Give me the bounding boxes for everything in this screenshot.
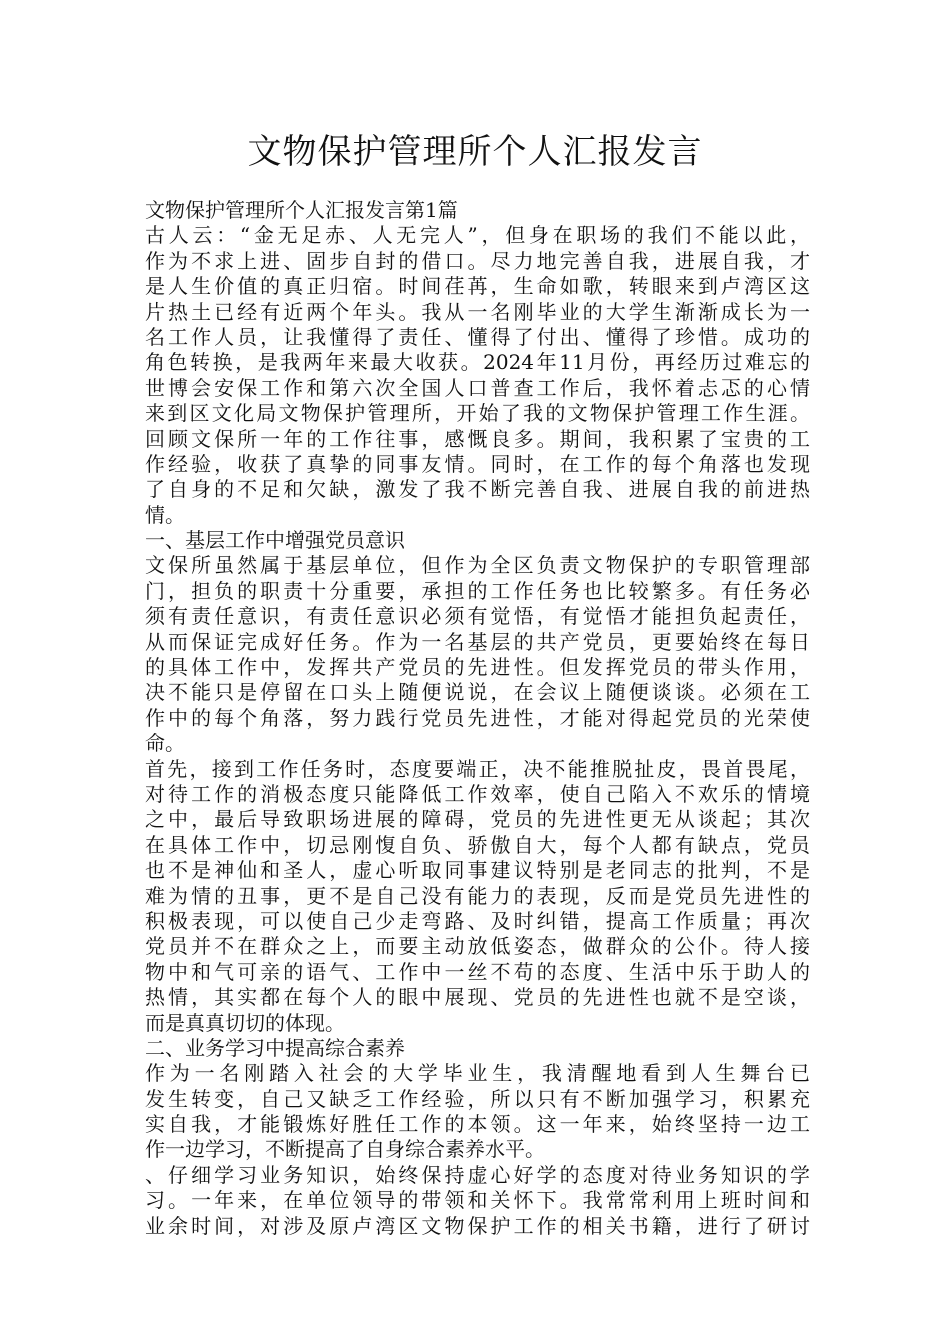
- text-line: 了自身的不足和欠缺，激发了我不断完善自我、进展自我的前进热: [145, 477, 810, 502]
- text-line: 作中的每个角落，努力践行党员先进性，才能对得起党员的光荣使: [145, 705, 810, 730]
- text-line: 文保所虽然属于基层单位，但作为全区负责文物保护的专职管理部: [145, 553, 810, 578]
- text-line: 热情，其实都在每个人的眼中展现、党员的先进性也就不是空谈，: [145, 985, 810, 1010]
- text-line: 是人生价值的真正归宿。时间荏苒，生命如歌，转眼来到卢湾区这: [145, 274, 810, 299]
- document-title: 文物保护管理所个人汇报发言: [247, 132, 703, 172]
- text-line: 党员并不在群众之上，而要主动放低姿态，做群众的公仆。待人接: [145, 934, 810, 959]
- text-line: 也不是神仙和圣人，虚心听取同事建议特别是老同志的批判，不是: [145, 858, 810, 883]
- text-line: 发生转变，自己又缺乏工作经验，所以只有不断加强学习，积累充: [145, 1086, 810, 1111]
- text-line: 回顾文保所一年的工作往事，感慨良多。期间，我积累了宝贵的工: [145, 426, 810, 451]
- text-line: 习。一年来，在单位领导的带领和关怀下。我常常利用上班时间和: [145, 1188, 810, 1213]
- text-line: 命。: [145, 731, 185, 756]
- text-line: 、仔细学习业务知识，始终保持虚心好学的态度对待业务知识的学: [145, 1162, 810, 1187]
- text-line: 一、基层工作中增强党员意识: [145, 528, 405, 553]
- text-line: 情。: [145, 502, 185, 527]
- text-line: 作为不求上进、固步自封的借口。尽力地完善自我，进展自我，才: [145, 248, 810, 273]
- text-line: 来到区文化局文物保护管理所，开始了我的文物保护管理工作生涯。: [145, 401, 810, 426]
- text-line: 名工作人员，让我懂得了责任、懂得了付出、懂得了珍惜。成功的: [145, 324, 810, 349]
- text-line: 角色转换，是我两年来最大收获。2024年11月份，再经历过难忘的: [145, 350, 810, 375]
- text-line: 二、业务学习中提高综合素养: [145, 1035, 405, 1060]
- text-line: 首先，接到工作任务时，态度要端正，决不能推脱扯皮，畏首畏尾，: [145, 756, 810, 781]
- text-line: 须有责任意识，有责任意识必须有觉悟，有觉悟才能担负起责任，: [145, 604, 810, 629]
- text-line: 文物保护管理所个人汇报发言第1篇: [145, 198, 458, 222]
- text-line: 对待工作的消极态度只能降低工作效率，使自己陷入不欢乐的情境: [145, 781, 810, 806]
- text-line: 世博会安保工作和第六次全国人口普查工作后，我怀着忐忑的心情: [145, 375, 810, 400]
- text-line: 之中，最后导致职场进展的障碍，党员的先进性更无从谈起；其次: [145, 807, 810, 832]
- text-line: 而是真真切切的体现。: [145, 1010, 345, 1035]
- text-line: 物中和气可亲的语气、工作中一丝不苟的态度、生活中乐于助人的: [145, 959, 810, 984]
- text-line: 作经验，收获了真挚的同事友情。同时，在工作的每个角落也发现: [145, 451, 810, 476]
- text-line: 古人云：“金无足赤、人无完人”，但身在职场的我们不能以此，: [145, 223, 810, 248]
- text-line: 在具体工作中，切忌刚愎自负、骄傲自大，每个人都有缺点，党员: [145, 832, 810, 857]
- text-line: 片热土已经有近两个年头。我从一名刚毕业的大学生渐渐成长为一: [145, 299, 810, 324]
- text-line: 实自我，才能锻炼好胜任工作的本领。这一年来，始终坚持一边工: [145, 1112, 810, 1137]
- text-line: 作一边学习，不断提高了自身综合素养水平。: [145, 1137, 545, 1162]
- text-line: 从而保证完成好任务。作为一名基层的共产党员，更要始终在每日: [145, 629, 810, 654]
- document-body: [145, 198, 810, 1239]
- text-line: 作为一名刚踏入社会的大学毕业生，我清醒地看到人生舞台已: [145, 1061, 810, 1086]
- text-line: 决不能只是停留在口头上随便说说，在会议上随便谈谈。必须在工: [145, 680, 810, 705]
- text-line: 门，担负的职责十分重要，承担的工作任务也比较繁多。有任务必: [145, 578, 810, 603]
- text-line: 业余时间，对涉及原卢湾区文物保护工作的相关书籍，进行了研讨: [145, 1213, 810, 1238]
- text-line: 的具体工作中，发挥共产党员的先进性。但发挥党员的带头作用，: [145, 655, 810, 680]
- text-line: 积极表现，可以使自己少走弯路、及时纠错，提高工作质量；再次: [145, 908, 810, 933]
- text-line: 难为情的丑事，更不是自己没有能力的表现，反而是党员先进性的: [145, 883, 810, 908]
